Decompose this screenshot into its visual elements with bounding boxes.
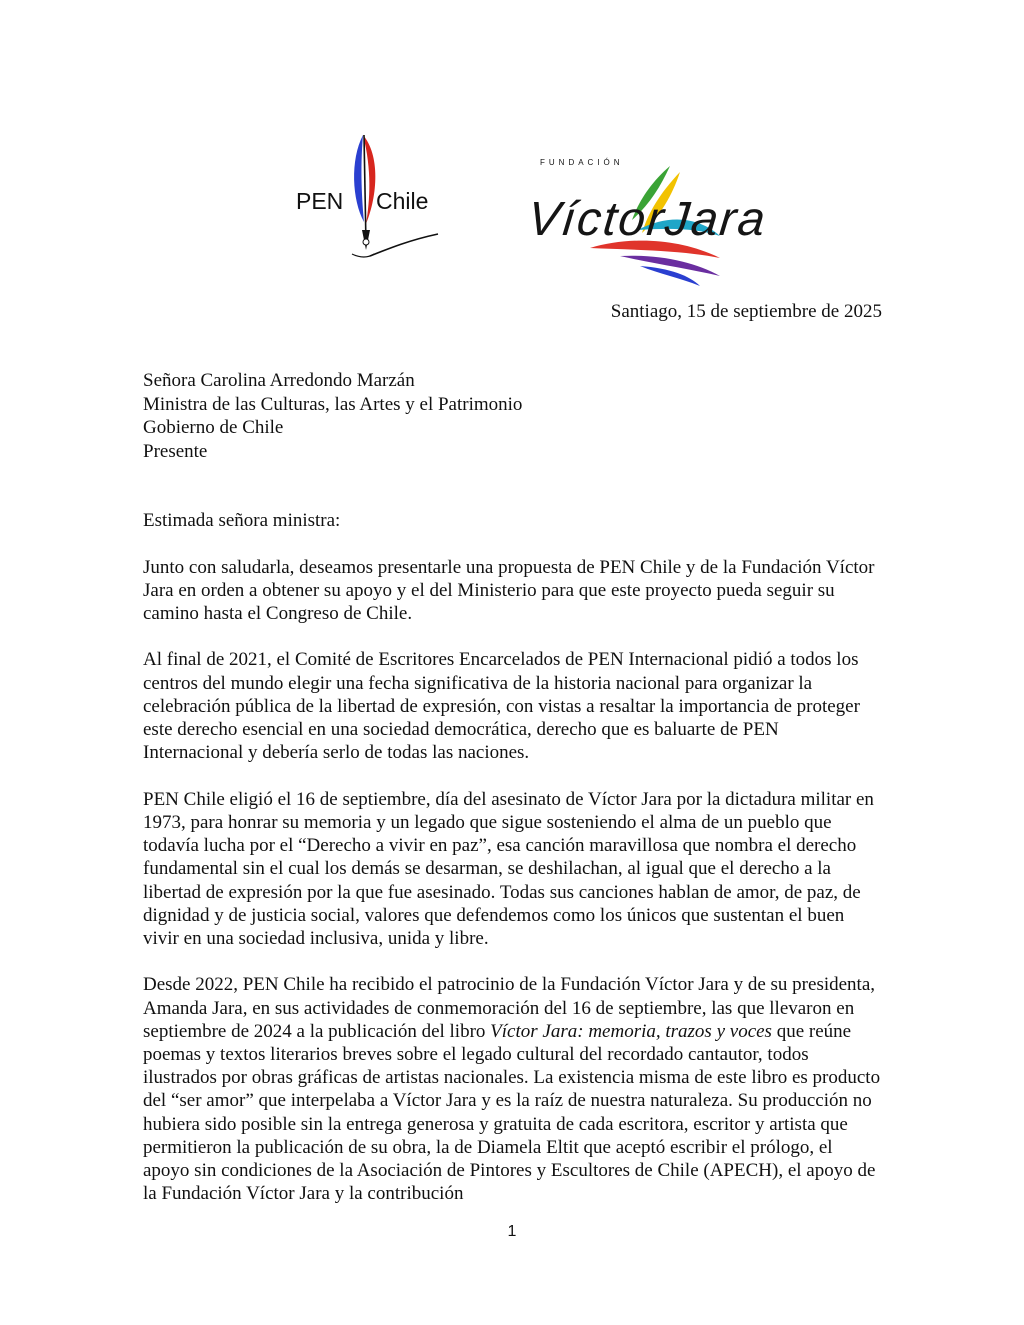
paragraph-book-text-before: Desde 2022, PEN Chile ha recibido el patrocinio de la Fundación Víctor Jara y de su presidenta, Amanda Jara, en sus actividades de conmemoración del 16 de septiembre, las que llevaron en septiembre de 2024 a la publicación del libro [143,974,876,1042]
letter-date: Santiago, 15 de septiembre de 2025 [610,301,882,322]
page-number: 1 [507,1223,517,1240]
paragraph-book-text-after: que reúne poemas y textos literarios breves sobre el legado cultural del recordado cantautor, todos ilustrados por obras gráficas de artistas nacionales. La existencia misma de este libro es producto del “ser amor” que interpelaba a Víctor Jara y es la raíz de nuestra naturaleza. Su producción no hubiera sido posible sin la entrega generosa y gratuita de cada escritora, escritor y artista que permitieron la publicación de su obra, la de Diamela Eltit que aceptó escribir el prólogo, el apoyo sin condiciones de la Asociación de Pintores y Escultores de Chile (APECH), el apoyo de la Fundación Víctor Jara y la contribución [143,1020,881,1205]
logo-victor-jara-word: VíctorJara [525,193,770,246]
logo-chile-word: Chile [376,188,429,214]
letter-body [143,509,883,1229]
logo-pen-word: PEN [296,188,344,214]
addressee-presente: Presente [143,440,208,462]
logo-fundacion-word: FUNDACIÓN [540,158,624,167]
addressee-name: Señora Carolina Arredondo Marzán [143,370,415,391]
addressee-government: Gobierno de Chile [143,417,284,438]
book-title: Víctor Jara: memoria, trazos y voces [490,1020,772,1042]
paragraph-pen-international: Al final de 2021, el Comité de Escritores Encarcelados de PEN Internacional pidió a todos los centros del mundo elegir una fecha significativa de la historia nacional para organizar la celebración pública de la libertad de expresión, con vistas a resaltar la importancia de proteger este derecho esencial en una sociedad democrática, derecho que es baluarte de PEN Internacional y debería serlo de todas las naciones. [143,649,860,764]
salutation: Estimada señora ministra: [143,510,341,531]
paragraph-intro: Junto con saludarla, deseamos presentarle una propuesta de PEN Chile y de la Fundación Víctor Jara en orden a obtener su apoyo y el del Ministerio para que este proyecto pueda seguir su camino hasta el Congreso de Chile. [143,556,875,624]
logo-header [0,120,1024,300]
pen-chile-logo [290,130,460,265]
paragraph-book-publication [143,973,883,1205]
fundacion-victor-jara-logo [520,158,770,293]
quill-feather-icon [290,130,460,265]
paragraph-september-16: PEN Chile eligió el 16 de septiembre, día del asesinato de Víctor Jara por la dictadura militar en 1973, para honrar su memoria y un legado que sigue sosteniendo el alma de un pueblo que todavía lucha por el “Derecho a vivir en paz”, esa canción maravillosa que nombra el derecho fundamental sin el cual los demás se desarman, se deshilachan, al igual que el derecho a la libertad de expresión por la que fue asesinado. Todas sus canciones hablan de amor, de paz, de dignidad y de justicia social, valores que defendemos como los únicos que sustentan el buen vivir en una sociedad inclusiva, unida y libre. [143,788,874,949]
addressee-block [143,369,522,463]
addressee-title: Ministra de las Culturas, las Artes y el Patrimonio [143,393,523,415]
